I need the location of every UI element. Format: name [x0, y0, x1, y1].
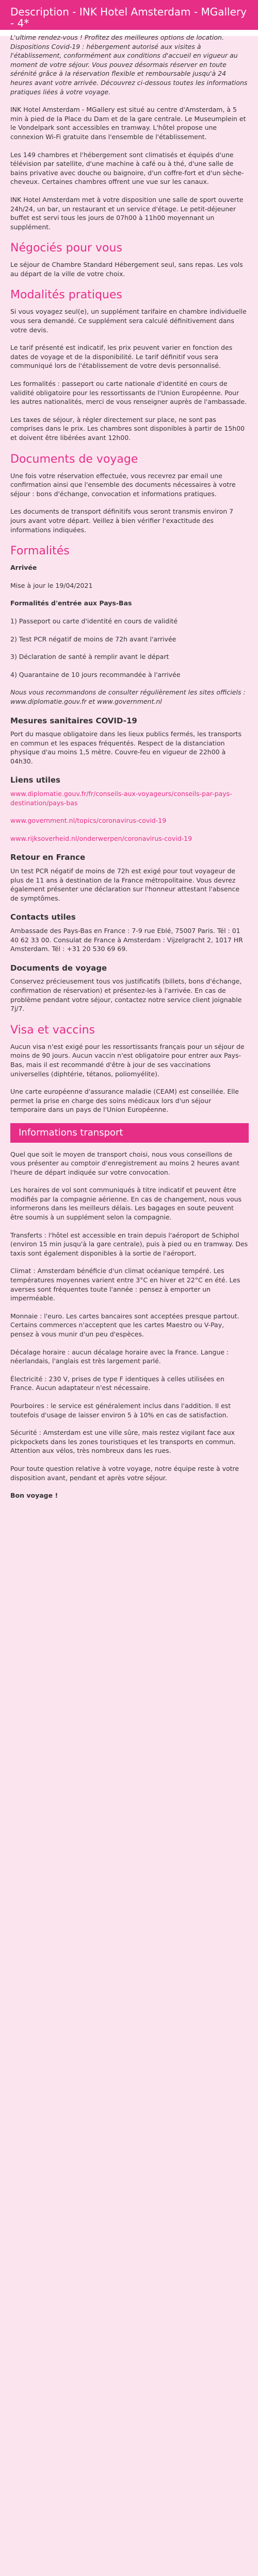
retour-title: Retour en France	[10, 853, 86, 862]
info-paragraph: Pour toute question relative à votre voyage, notre équipe reste à votre disposition avant, pendant et après votre séjour.	[10, 1464, 239, 1482]
external-link[interactable]: www.rijksoverheid.nl/onderwerpen/coronavirus-covid-19	[10, 834, 192, 842]
negocies-text: Le séjour de Chambre Standard Hébergement seul, sans repas. Les vols au départ de la ville de votre choix.	[10, 261, 243, 278]
info-paragraph: Climat : Amsterdam bénéficie d'un climat océanique tempéré. Les températures moyennes varient entre 3°C en hiver et 22°C en été. Les averses sont fréquentes toute l'année : pensez à emporter un imperméable.	[10, 1267, 240, 1302]
intro-paragraph: L'ultime rendez-vous ! Profitez des meilleures options de location. Dispositions Covid-19 : hébergement autorisé aux visites à l'établissement, conformément aux conditions d'accueil en vigueur au moment de votre séjour. Vous pouvez désormais réserver en toute sérénité grâce à la réservation flexible et remboursable jusqu'à 24 heures avant votre arrivée. Découvrez ci-dessous toutes les informations pratiques liées à votre voyage.	[10, 33, 248, 96]
closing-text: Bon voyage !	[10, 1492, 58, 1500]
page-title: Description - INK Hotel Amsterdam - MGallery - 4*	[0, 0, 258, 30]
documents-paragraph: Les documents de transport définitifs vous seront transmis environ 7 jours avant votre départ. Veillez à bien vérifier l'exactitude des informations indiquées.	[10, 507, 234, 534]
arrival-label: Arrivée	[10, 564, 37, 572]
section-title-modalites: Modalités pratiques	[10, 289, 122, 302]
section-title-visa: Visa et vaccins	[10, 1023, 95, 1037]
info-paragraph: Monnaie : l'euro. Les cartes bancaires sont acceptées presque partout. Certains commerces n'acceptent que les cartes Maestro ou V-Pay, pensez à vous munir d'un peu d'espèces.	[10, 1312, 239, 1338]
modalites-paragraph: Si vous voyagez seul(e), un supplément tarifaire en chambre individuelle vous sera demandé. Ce supplément sera calculé définitivement dans votre devis.	[10, 308, 247, 334]
documents-paragraph: Une fois votre réservation effectuée, vous recevrez par email une confirmation ainsi que l'ensemble des documents nécessaires à votre séjour : bons d'échange, convocation et informations pratiques.	[10, 471, 236, 498]
section-title-negocies: Négociés pour vous	[10, 242, 122, 255]
links-title: Liens utiles	[10, 775, 60, 785]
retour-text: Un test PCR négatif de moins de 72h est exigé pour tout voyageur de plus de 11 ans à destination de la France métropolitaine. Vous devrez également présenter une déclaration sur l'honneur attestant l'absence de symptômes.	[10, 867, 240, 902]
formalites-note: Nous vous recommandons de consulter régulièrement les sites officiels : www.diplomatie.gouv.fr et www.government.nl	[10, 688, 246, 705]
intro-paragraph: INK Hotel Amsterdam - MGallery est situé au centre d'Amsterdam, à 5 min à pied de la Place du Dam et de la gare centrale. Le Museumplein et le Vondelpark sont accessibles en tramway. L'hôtel propose une connexion Wi-Fi gratuite dans l'ensemble de l'établissement.	[10, 106, 246, 141]
external-link[interactable]: www.diplomatie.gouv.fr/fr/conseils-aux-voyageurs/conseils-par-pays-destination/pays-bas	[10, 790, 232, 807]
info-paragraph: Quel que soit le moyen de transport choisi, nous vous conseillons de vous présenter au comptoir d'enregistrement au moins 2 heures avant l'heure de départ indiquée sur votre convocation.	[10, 1150, 239, 1176]
formalites-item: Mise à jour le 19/04/2021	[10, 581, 93, 589]
modalites-paragraph: Le tarif présenté est indicatif, les prix peuvent varier en fonction des dates de voyage et de la disponibilité. Le tarif définitif vous sera communiqué lors de l'établissement de votre devis personnalisé.	[10, 344, 233, 370]
section-title-formalites: Formalités	[10, 545, 70, 558]
intro-paragraph: Les 149 chambres et l'hébergement sont climatisés et équipés d'une télévision par satellite, d'une machine à café ou à thé, d'une salle de bains privative avec douche ou baignoire, d'un coffre-fort et d'un sèche-cheveux. Certaines chambres offrent une vue sur les canaux.	[10, 150, 244, 186]
contacts-title: Contacts utiles	[10, 912, 76, 922]
formalites-item: 4) Quarantaine de 10 jours recommandée à l'arrivée	[10, 670, 181, 679]
external-link[interactable]: www.government.nl/topics/coronavirus-covid-19	[10, 817, 167, 825]
info-paragraph: Pourboires : le service est généralement inclus dans l'addition. Il est toutefois d'usage de laisser environ 5 à 10% en cas de satisfaction.	[10, 1401, 231, 1419]
info-paragraph: Transferts : l'hôtel est accessible en train depuis l'aéroport de Schiphol (environ 15 min jusqu'à la gare centrale), puis à pied ou en tramway. Des taxis sont également disponibles à la sortie de l'aéroport.	[10, 1231, 248, 1257]
intro-paragraph: INK Hotel Amsterdam met à votre disposition une salle de sport ouverte 24h/24, un bar, un restaurant et un service d'étage. Le petit-déjeuner buffet est servi tous les jours de 07h00 à 11h00 moyennant un supplément.	[10, 195, 244, 231]
info-paragraph: Décalage horaire : aucun décalage horaire avec la France. Langue : néerlandais, l'anglais est très largement parlé.	[10, 1348, 229, 1365]
contacts-text: Ambassade des Pays-Bas en France : 7-9 rue Eblé, 75007 Paris. Tél : 01 40 62 33 00. Consulat de France à Amsterdam : Vijzelgracht 2, 1017 HR Amsterdam. Tél : +31 20 530 69 69.	[10, 927, 243, 953]
info-paragraph: Les horaires de vol sont communiqués à titre indicatif et peuvent être modifiés par la compagnie aérienne. En cas de changement, nous vous informerons dans les meilleurs délais. Les bagages en soute peuvent être soumis à un supplément selon la compagnie.	[10, 1186, 242, 1222]
info-paragraph: Sécurité : Amsterdam est une ville sûre, mais restez vigilant face aux pickpockets dans les zones touristiques et les transports en commun. Attention aux vélos, très nombreux dans les rues.	[10, 1429, 236, 1455]
formalites-item: 2) Test PCR négatif de moins de 72h avant l'arrivée	[10, 635, 176, 643]
visa-paragraph: Aucun visa n'est exigé pour les ressortissants français pour un séjour de moins de 90 jours. Aucun vaccin n'est obligatoire pour entrer aux Pays-Bas, mais il est recommandé d'être à jour de ses vaccinations universelles (diphtérie, tétanos, poliomyélite).	[10, 1042, 245, 1078]
section-title-documents: Documents de voyage	[10, 452, 138, 466]
info-paragraph: Électricité : 230 V, prises de type F identiques à celles utilisées en France. Aucun adaptateur n'est nécessaire.	[10, 1375, 224, 1392]
visa-paragraph: Une carte européenne d'assurance maladie (CEAM) est conseillée. Elle permet la prise en charge des soins médicaux lors d'un séjour temporaire dans un pays de l'Union Européenne.	[10, 1088, 239, 1114]
covid-text: Port du masque obligatoire dans les lieux publics fermés, les transports en commun et les espaces fréquentés. Respect de la distanciation physique d'au moins 1,5 mètre. Couvre-feu en vigueur de 22h00 à 04h30.	[10, 730, 242, 765]
covid-title: Mesures sanitaires COVID-19	[10, 716, 137, 725]
info-banner: Informations transport	[10, 1123, 249, 1143]
modalites-paragraph: Les formalités : passeport ou carte nationale d'identité en cours de validité obligatoire pour les ressortissants de l'Union Européenne. Pour les autres nationalités, merci de vous renseigner auprès de l'ambassade.	[10, 380, 247, 406]
travel-docs-text: Conservez précieusement tous vos justificatifs (billets, bons d'échange, confirmation de réservation) et présentez-les à l'arrivée. En cas de problème pendant votre séjour, contactez notre service client joignable 7j/7.	[10, 977, 242, 1013]
formalites-item: 1) Passeport ou carte d'identité en cours de validité	[10, 617, 178, 625]
formalites-item: Formalités d'entrée aux Pays-Bas	[10, 599, 132, 607]
modalites-paragraph: Les taxes de séjour, à régler directement sur place, ne sont pas comprises dans le prix. Les chambres sont disponibles à partir de 15h00 et doivent être libérées avant 12h00.	[10, 415, 245, 442]
formalites-item: 3) Déclaration de santé à remplir avant le départ	[10, 653, 169, 661]
travel-docs-title: Documents de voyage	[10, 963, 107, 973]
description-content	[10, 33, 249, 1509]
